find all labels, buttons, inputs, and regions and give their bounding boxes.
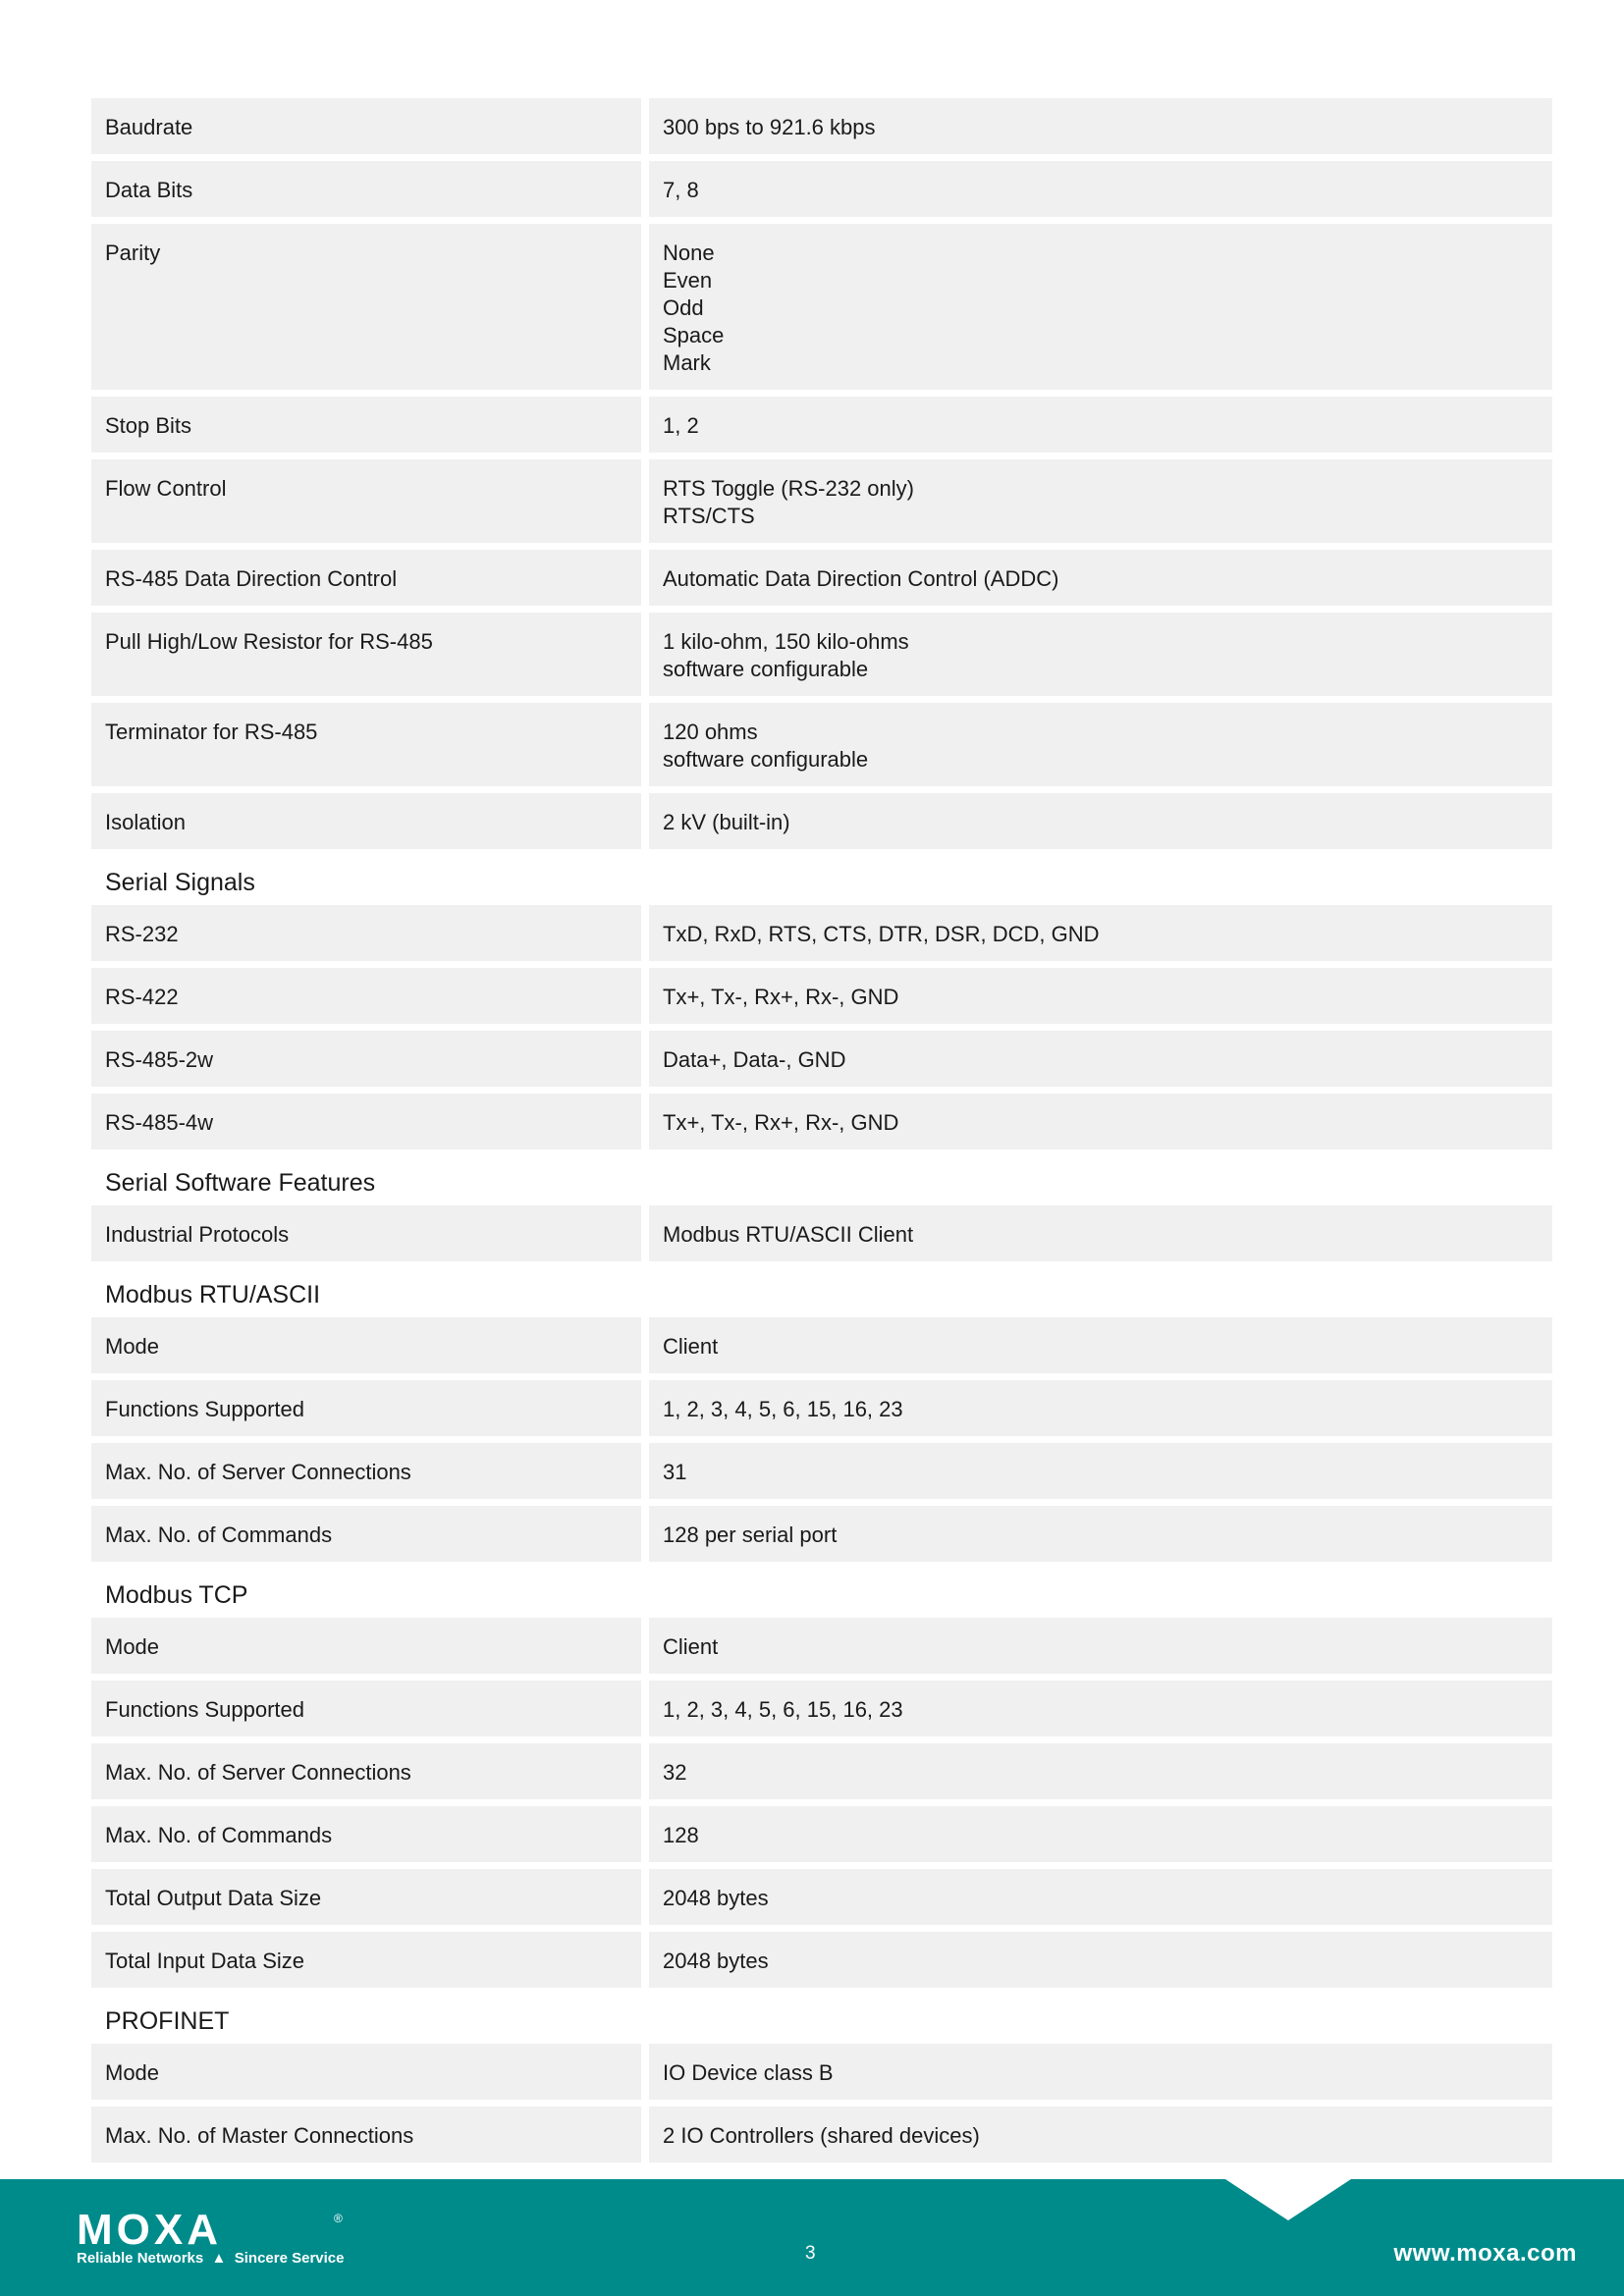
spec-row: [91, 1806, 1552, 1862]
spec-row: [91, 1618, 1552, 1674]
spec-row: [91, 1443, 1552, 1499]
spec-value: [649, 459, 1552, 543]
spec-label: Isolation: [91, 793, 641, 849]
spec-value: [649, 905, 1552, 961]
spec-row: [91, 905, 1552, 961]
logo-tagline: [77, 2250, 345, 2267]
spec-row: [91, 98, 1552, 154]
spec-row: [91, 2107, 1552, 2163]
page-number: 3: [805, 2243, 816, 2264]
spec-row: [91, 1094, 1552, 1149]
spec-value-line: Client: [663, 1634, 719, 1659]
spec-label: Max. No. of Server Connections: [91, 1743, 641, 1799]
spec-label: Industrial Protocols: [91, 1205, 641, 1261]
spec-value: [649, 161, 1552, 217]
tagline-right: Sincere Service: [234, 2250, 345, 2267]
spec-label: Max. No. of Commands: [91, 1506, 641, 1562]
spec-row: [91, 1205, 1552, 1261]
spec-value: [649, 1380, 1552, 1436]
spec-value-line: 2 IO Controllers (shared devices): [663, 2123, 980, 2148]
spec-value-line: IO Device class B: [663, 2060, 834, 2085]
spec-value-line: Tx+, Tx-, Rx+, Rx-, GND: [663, 985, 899, 1009]
spec-value-line: 31: [663, 1460, 687, 1484]
moxa-logo-wordmark: [77, 2211, 352, 2250]
spec-value: [649, 1443, 1552, 1499]
spec-value: [649, 1506, 1552, 1562]
spec-row: [91, 968, 1552, 1024]
spec-label: Baudrate: [91, 98, 641, 154]
spec-label: Data Bits: [91, 161, 641, 217]
spec-label: RS-485-4w: [91, 1094, 641, 1149]
spec-value: [649, 1317, 1552, 1373]
section-title: Serial Signals: [105, 869, 255, 896]
spec-label: Stop Bits: [91, 397, 641, 453]
spec-label: RS-232: [91, 905, 641, 961]
spec-label: Functions Supported: [91, 1380, 641, 1436]
spec-label: Total Output Data Size: [91, 1869, 641, 1925]
spec-label: Total Input Data Size: [91, 1932, 641, 1988]
spec-value: [649, 1743, 1552, 1799]
spec-value-line: 2 kV (built-in): [663, 810, 790, 834]
spec-row: [91, 1031, 1552, 1087]
tagline-left: Reliable Networks: [77, 2250, 204, 2267]
spec-value-line: 300 bps to 921.6 kbps: [663, 115, 876, 139]
spec-value-line: Even: [663, 268, 713, 293]
spec-value-line: RTS/CTS: [663, 504, 755, 528]
spec-value: [649, 2107, 1552, 2163]
spec-label: Parity: [91, 224, 641, 390]
moxa-logo: [77, 2211, 352, 2269]
spec-value-line: None: [663, 240, 715, 265]
spec-value-line: 1 kilo-ohm, 150 kilo-ohms: [663, 629, 909, 654]
spec-label: Mode: [91, 1317, 641, 1373]
spec-row: [91, 613, 1552, 696]
spec-value-line: 2048 bytes: [663, 1886, 769, 1910]
spec-row: [91, 1681, 1552, 1736]
spec-row: [91, 1932, 1552, 1988]
section-title: Modbus RTU/ASCII: [105, 1281, 321, 1308]
spec-value: [649, 703, 1552, 786]
spec-label: RS-485-2w: [91, 1031, 641, 1087]
spec-value: [649, 1618, 1552, 1674]
section-title: PROFINET: [105, 2007, 230, 2035]
section-title: Modbus TCP: [105, 1581, 248, 1609]
spec-label: Functions Supported: [91, 1681, 641, 1736]
spec-label: RS-422: [91, 968, 641, 1024]
spec-value-line: Space: [663, 323, 725, 347]
spec-value: [649, 968, 1552, 1024]
spec-label: Terminator for RS-485: [91, 703, 641, 786]
logo-text: MOXA: [77, 2211, 222, 2250]
website-link[interactable]: www.moxa.com: [1393, 2240, 1577, 2267]
spec-row: [91, 703, 1552, 786]
spec-value: [649, 1806, 1552, 1862]
spec-row: [91, 1380, 1552, 1436]
spec-value-line: software configurable: [663, 657, 869, 681]
spec-value-line: 1, 2, 3, 4, 5, 6, 15, 16, 23: [663, 1397, 903, 1421]
spec-row: [91, 550, 1552, 606]
spec-value-line: 7, 8: [663, 178, 699, 202]
spec-row: [91, 2044, 1552, 2100]
spec-value: [649, 550, 1552, 606]
spec-value: [649, 224, 1552, 390]
section-title: Serial Software Features: [105, 1169, 376, 1197]
spec-value: [649, 1205, 1552, 1261]
spec-value: [649, 1031, 1552, 1087]
spec-row: [91, 397, 1552, 453]
spec-value-line: Mark: [663, 350, 711, 375]
spec-label: RS-485 Data Direction Control: [91, 550, 641, 606]
spec-value-line: TxD, RxD, RTS, CTS, DTR, DSR, DCD, GND: [663, 922, 1100, 946]
spec-value-line: 1, 2, 3, 4, 5, 6, 15, 16, 23: [663, 1697, 903, 1722]
spec-value: [649, 613, 1552, 696]
spec-value-line: 1, 2: [663, 413, 699, 438]
spec-value: [649, 397, 1552, 453]
spec-value-line: 128 per serial port: [663, 1522, 838, 1547]
spec-value-line: 2048 bytes: [663, 1949, 769, 1973]
spec-row: [91, 161, 1552, 217]
registered-mark: ®: [334, 2212, 343, 2225]
spec-value-line: Modbus RTU/ASCII Client: [663, 1222, 914, 1247]
spec-row: [91, 1743, 1552, 1799]
spec-label: Max. No. of Server Connections: [91, 1443, 641, 1499]
spec-label: Pull High/Low Resistor for RS-485: [91, 613, 641, 696]
spec-table: [91, 98, 1552, 2169]
tagline-triangle-icon: ▲: [207, 2250, 231, 2267]
spec-value-line: 128: [663, 1823, 699, 1847]
spec-value-line: Client: [663, 1334, 719, 1359]
spec-value: [649, 793, 1552, 849]
spec-row: [91, 1506, 1552, 1562]
spec-row: [91, 1869, 1552, 1925]
footer-notch: [1225, 2179, 1351, 2220]
spec-value-line: software configurable: [663, 747, 869, 772]
spec-value-line: Tx+, Tx-, Rx+, Rx-, GND: [663, 1110, 899, 1135]
spec-value: [649, 1869, 1552, 1925]
spec-row: [91, 1317, 1552, 1373]
spec-label: Mode: [91, 1618, 641, 1674]
spec-value: [649, 1932, 1552, 1988]
spec-value: [649, 1681, 1552, 1736]
spec-label: Mode: [91, 2044, 641, 2100]
spec-label: Max. No. of Commands: [91, 1806, 641, 1862]
spec-value: [649, 98, 1552, 154]
spec-row: [91, 224, 1552, 390]
spec-value-line: Automatic Data Direction Control (ADDC): [663, 566, 1059, 591]
spec-value-line: 120 ohms: [663, 720, 758, 744]
spec-value: [649, 1094, 1552, 1149]
spec-label: Flow Control: [91, 459, 641, 543]
spec-label: Max. No. of Master Connections: [91, 2107, 641, 2163]
spec-value: [649, 2044, 1552, 2100]
spec-value-line: 32: [663, 1760, 687, 1785]
spec-row: [91, 793, 1552, 849]
spec-value-line: Data+, Data-, GND: [663, 1047, 846, 1072]
spec-value-line: RTS Toggle (RS-232 only): [663, 476, 914, 501]
spec-row: [91, 459, 1552, 543]
spec-value-line: Odd: [663, 295, 704, 320]
